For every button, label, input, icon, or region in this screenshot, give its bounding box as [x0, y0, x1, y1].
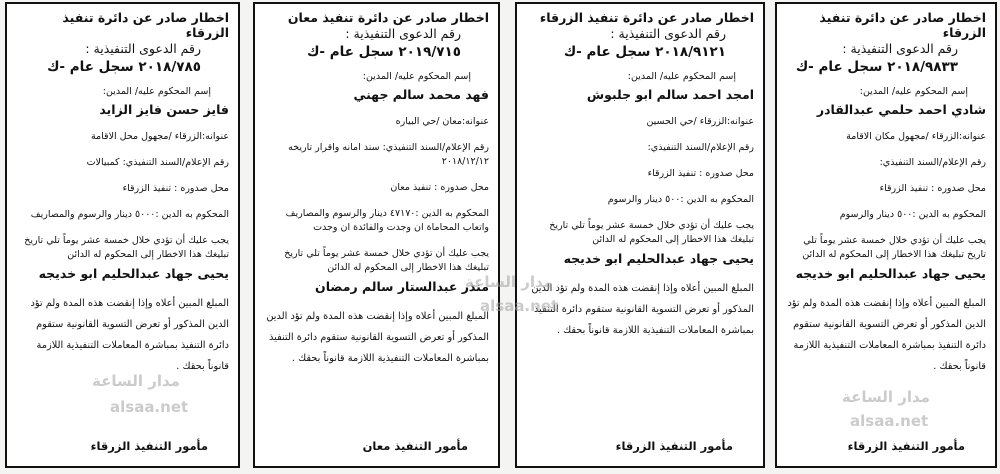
case-number-label: رقم الدعوى التنفيذية : — [842, 41, 958, 56]
debtor-address: عنوانه:الزرقاء /مجهول مكان الاقامة — [846, 131, 986, 142]
watermark-url: alsaa.net — [480, 297, 559, 315]
signature: مأمور التنفيذ الزرقاء — [615, 439, 733, 453]
creditor-name: يحيى جهاد عبدالحليم ابو خديجه — [795, 266, 986, 281]
notice-card — [5, 2, 240, 468]
debtor-name: فهد محمد سالم جهني — [353, 87, 489, 102]
debtor-name: فايز حسن فايز الزايد — [99, 102, 229, 117]
debtor-address: عنوانه:معان /حي البياره — [395, 116, 489, 127]
debt-amount: المحكوم به الدين :٥٠٠٠ دينار والرسوم والمصاريف — [30, 209, 229, 220]
instrument-number: رقم الإعلام/السند التنفيذي: كمبيالات — [86, 157, 229, 168]
watermark-url: alsaa.net — [850, 412, 929, 430]
case-number: ٢٠١٨/٩٨٣٣ سجل عام -ك — [795, 59, 958, 75]
signature: مأمور التنفيذ الزرقاء — [847, 439, 965, 453]
debtor-name: شادي احمد حلمي عبدالقادر — [816, 102, 986, 117]
creditor-name: يحيى جهاد عبدالحليم ابو خديجه — [38, 266, 229, 281]
pay-instruction: يجب عليك أن تؤدي خلال خمسة عشر يوماً تلي تاريخ تبليغك هذا الاخطار إلى المحكوم له الدائن — [802, 235, 986, 260]
watermark-url: alsaa.net — [110, 398, 189, 416]
issued-at: محل صدوره : تنفيذ الزرقاء — [122, 183, 229, 194]
instrument-number: رقم الإعلام/السند التنفيذي: — [879, 157, 986, 168]
debtor-label: إسم المحكوم عليه/ المدين: — [859, 86, 968, 97]
watermark-text: مدار الساعة — [842, 388, 930, 406]
instrument-number: رقم الإعلام/السند التنفيذي: — [647, 142, 754, 153]
pay-instruction: يجب عليك أن تؤدي خلال خمسة عشر يوماً تلي تاريخ تبليغك هذا الاخطار إلى المحكوم له الدائن — [24, 235, 229, 260]
debt-amount: المحكوم به الدين :٤٧١٧٠ دينار والرسوم والمصاريف واتعاب المحاماة ان وجدت والفائدة ان وجدت — [285, 208, 489, 233]
pay-instruction: يجب عليك أن تؤدي خلال خمسة عشر يوماً تلي تاريخ تبليغك هذا الاخطار إلى المحكوم له الدائن — [549, 220, 754, 245]
issued-at: محل صدوره : تنفيذ الزرقاء — [647, 168, 754, 179]
issued-at: محل صدوره : تنفيذ معان — [390, 182, 489, 193]
debt-amount: المحكوم به الدين :٥٠٠ دينار والرسوم — [839, 209, 986, 220]
notice-title: اخطار صادر عن دائرة تنفيذ الزرقاء — [539, 10, 754, 25]
notice-title: اخطار صادر عن دائرة تنفيذ الزرقاء — [62, 10, 229, 40]
notice-card — [515, 2, 765, 468]
notice-title: اخطار صادر عن دائرة تنفيذ الزرقاء — [819, 10, 986, 40]
closing-text: المبلغ المبين أعلاه وإذا إنقضت هذه المدة ولم تؤد الدين المذكور أو تعرض التسوية القانونية ستقوم دائرة التنفيذ بمباشرة المعاملات التنفيذية اللازمة قانوناً بحقك . — [30, 298, 229, 372]
creditor-name: منذر عبدالستار سالم رمضان — [315, 279, 489, 294]
closing-text: المبلغ المبين أعلاه وإذا إنقضت هذه المدة ولم تؤد الدين المذكور أو تعرض التسوية القانونية ستقوم دائرة التنفيذ بمباشرة المعاملات التنفيذية اللازمة قانوناً بحقك . — [787, 298, 986, 372]
closing-text: المبلغ المبين أعلاه وإذا إنقضت هذه المدة ولم تؤد الدين المذكور أو تعرض التسوية القانونية ستقوم دائرة التنفيذ بمباشرة المعاملات التنفيذية اللازمة قانوناً بحقك . — [266, 311, 489, 364]
debtor-label: إسم المحكوم عليه/ المدين: — [362, 71, 471, 82]
creditor-name: يحيى جهاد عبدالحليم ابو خديجه — [563, 251, 754, 266]
debtor-label: إسم المحكوم عليه/ المدين: — [627, 71, 736, 82]
signature: مأمور التنفيذ الزرقاء — [90, 439, 208, 453]
debtor-name: امجد احمد سالم ابو جلبوش — [586, 87, 754, 102]
notice-card — [775, 2, 997, 468]
notice-card — [253, 2, 500, 468]
closing-text: المبلغ المبين أعلاه وإذا إنقضت هذه المدة ولم تؤد الدين المذكور أو تعرض التسوية القانونية ستقوم دائرة التنفيذ بمباشرة المعاملات التنفيذية اللازمة قانوناً بحقك . — [531, 283, 754, 336]
case-number: ٢٠١٨/٧٨٥ سجل عام -ك — [47, 59, 201, 75]
watermark-text: مدار الساعة — [465, 273, 553, 291]
notice-title: اخطار صادر عن دائرة تنفيذ معان — [287, 10, 489, 25]
case-number-label: رقم الدعوى التنفيذية : — [610, 26, 726, 41]
debtor-address: عنوانه:الزرقاء /مجهول محل الاقامة — [90, 131, 229, 142]
case-number: ٢٠١٩/٧١٥ سجل عام -ك — [307, 44, 461, 60]
issued-at: محل صدوره : تنفيذ الزرقاء — [879, 183, 986, 194]
debt-amount: المحكوم به الدين :٥٠٠ دينار والرسوم — [607, 194, 754, 205]
case-number: ٢٠١٨/٩١٢١ سجل عام -ك — [563, 44, 726, 60]
debtor-address: عنوانه:الزرقاء /حي الحسين — [646, 116, 754, 127]
instrument-number: رقم الإعلام/السند التنفيذي: سند امانه واقرار تاريخه ٢٠١٨/١٢/١٢ — [288, 142, 489, 167]
case-number-label: رقم الدعوى التنفيذية : — [85, 41, 201, 56]
pay-instruction: يجب عليك أن تؤدي خلال خمسة عشر يوماً تلي تاريخ تبليغك هذا الاخطار إلى المحكوم له الدائن — [284, 248, 489, 273]
debtor-label: إسم المحكوم عليه/ المدين: — [102, 86, 211, 97]
signature: مأمور التنفيذ معان — [362, 439, 468, 453]
watermark-text: مدار الساعة — [92, 372, 180, 390]
case-number-label: رقم الدعوى التنفيذية : — [345, 26, 461, 41]
